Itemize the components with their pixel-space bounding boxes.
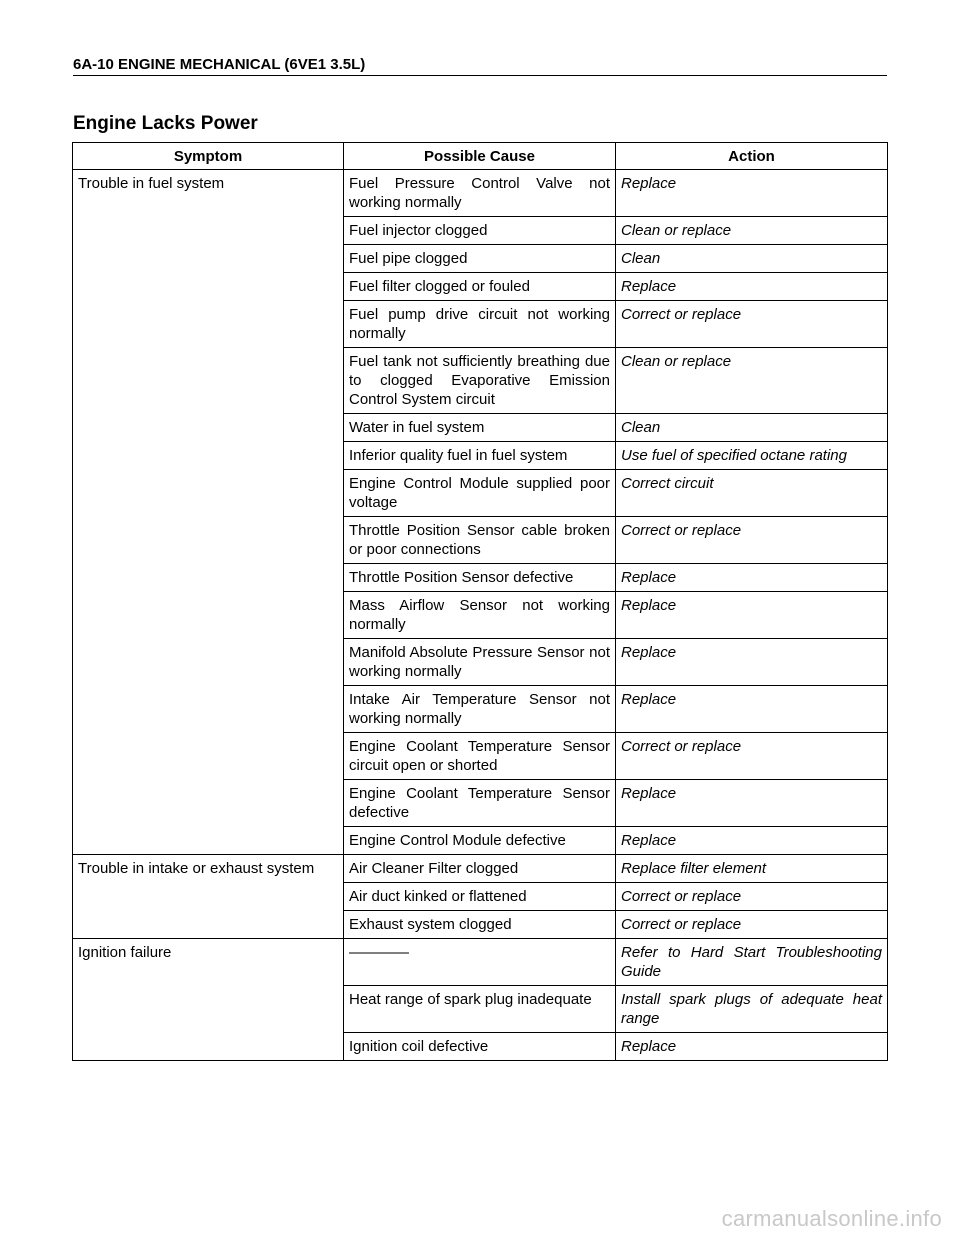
- page-header: 6A-10 ENGINE MECHANICAL (6VE1 3.5L): [73, 56, 887, 76]
- troubleshooting-table: [72, 142, 888, 1061]
- action-cell: Replace: [616, 564, 888, 592]
- action-cell: Correct or replace: [616, 301, 888, 348]
- possible-cause-cell: Inferior quality fuel in fuel system: [344, 442, 616, 470]
- possible-cause-cell: Fuel pipe clogged: [344, 245, 616, 273]
- possible-cause-cell: Air Cleaner Filter clogged: [344, 855, 616, 883]
- possible-cause-cell: Fuel injector clogged: [344, 217, 616, 245]
- table-row: [73, 939, 888, 986]
- possible-cause-cell: Throttle Position Sensor cable broken or poor connections: [344, 517, 616, 564]
- possible-cause-cell: Intake Air Temperature Sensor not working normally: [344, 686, 616, 733]
- possible-cause-cell: Engine Control Module defective: [344, 827, 616, 855]
- action-cell: Clean: [616, 414, 888, 442]
- symptom-cell: Trouble in fuel system: [73, 170, 344, 855]
- action-cell: Replace: [616, 1033, 888, 1061]
- possible-cause-cell: Engine Control Module supplied poor voltage: [344, 470, 616, 517]
- action-cell: Use fuel of specified octane rating: [616, 442, 888, 470]
- action-cell: Replace: [616, 780, 888, 827]
- action-cell: Refer to Hard Start Troubleshooting Guide: [616, 939, 888, 986]
- possible-cause-cell: Ignition coil defective: [344, 1033, 616, 1061]
- table-row: [73, 855, 888, 883]
- action-cell: Install spark plugs of adequate heat range: [616, 986, 888, 1033]
- symptom-cell: Ignition failure: [73, 939, 344, 1061]
- possible-cause-cell: Heat range of spark plug inadequate: [344, 986, 616, 1033]
- symptom-cell: Trouble in intake or exhaust system: [73, 855, 344, 939]
- action-cell: Correct or replace: [616, 517, 888, 564]
- possible-cause-cell: Fuel Pressure Control Valve not working normally: [344, 170, 616, 217]
- action-cell: Clean or replace: [616, 348, 888, 414]
- action-cell: Replace: [616, 592, 888, 639]
- action-cell: Replace: [616, 686, 888, 733]
- action-cell: Clean or replace: [616, 217, 888, 245]
- section-title: Engine Lacks Power: [73, 113, 258, 134]
- action-cell: Replace: [616, 827, 888, 855]
- action-cell: Clean: [616, 245, 888, 273]
- possible-cause-cell: ————: [344, 939, 616, 986]
- column-header-action: Action: [616, 143, 888, 170]
- action-cell: Correct or replace: [616, 911, 888, 939]
- possible-cause-cell: Engine Coolant Temperature Sensor defective: [344, 780, 616, 827]
- possible-cause-cell: Engine Coolant Temperature Sensor circuit open or shorted: [344, 733, 616, 780]
- possible-cause-cell: Mass Airflow Sensor not working normally: [344, 592, 616, 639]
- action-cell: Replace: [616, 273, 888, 301]
- possible-cause-cell: Exhaust system clogged: [344, 911, 616, 939]
- table-row: [73, 170, 888, 217]
- action-cell: Replace: [616, 170, 888, 217]
- possible-cause-cell: Fuel filter clogged or fouled: [344, 273, 616, 301]
- table-header-row: [73, 143, 888, 170]
- possible-cause-cell: Water in fuel system: [344, 414, 616, 442]
- table-body: [73, 170, 888, 1061]
- action-cell: Correct or replace: [616, 733, 888, 780]
- possible-cause-cell: Fuel tank not sufficiently breathing due to clogged Evaporative Emission Control System circuit: [344, 348, 616, 414]
- action-cell: Replace filter element: [616, 855, 888, 883]
- action-cell: Correct or replace: [616, 883, 888, 911]
- possible-cause-cell: Air duct kinked or flattened: [344, 883, 616, 911]
- column-header-symptom: Symptom: [73, 143, 344, 170]
- possible-cause-cell: Fuel pump drive circuit not working normally: [344, 301, 616, 348]
- column-header-possible-cause: Possible Cause: [344, 143, 616, 170]
- action-cell: Replace: [616, 639, 888, 686]
- watermark: carmanualsonline.info: [721, 1206, 942, 1231]
- possible-cause-cell: Throttle Position Sensor defective: [344, 564, 616, 592]
- possible-cause-cell: Manifold Absolute Pressure Sensor not working normally: [344, 639, 616, 686]
- action-cell: Correct circuit: [616, 470, 888, 517]
